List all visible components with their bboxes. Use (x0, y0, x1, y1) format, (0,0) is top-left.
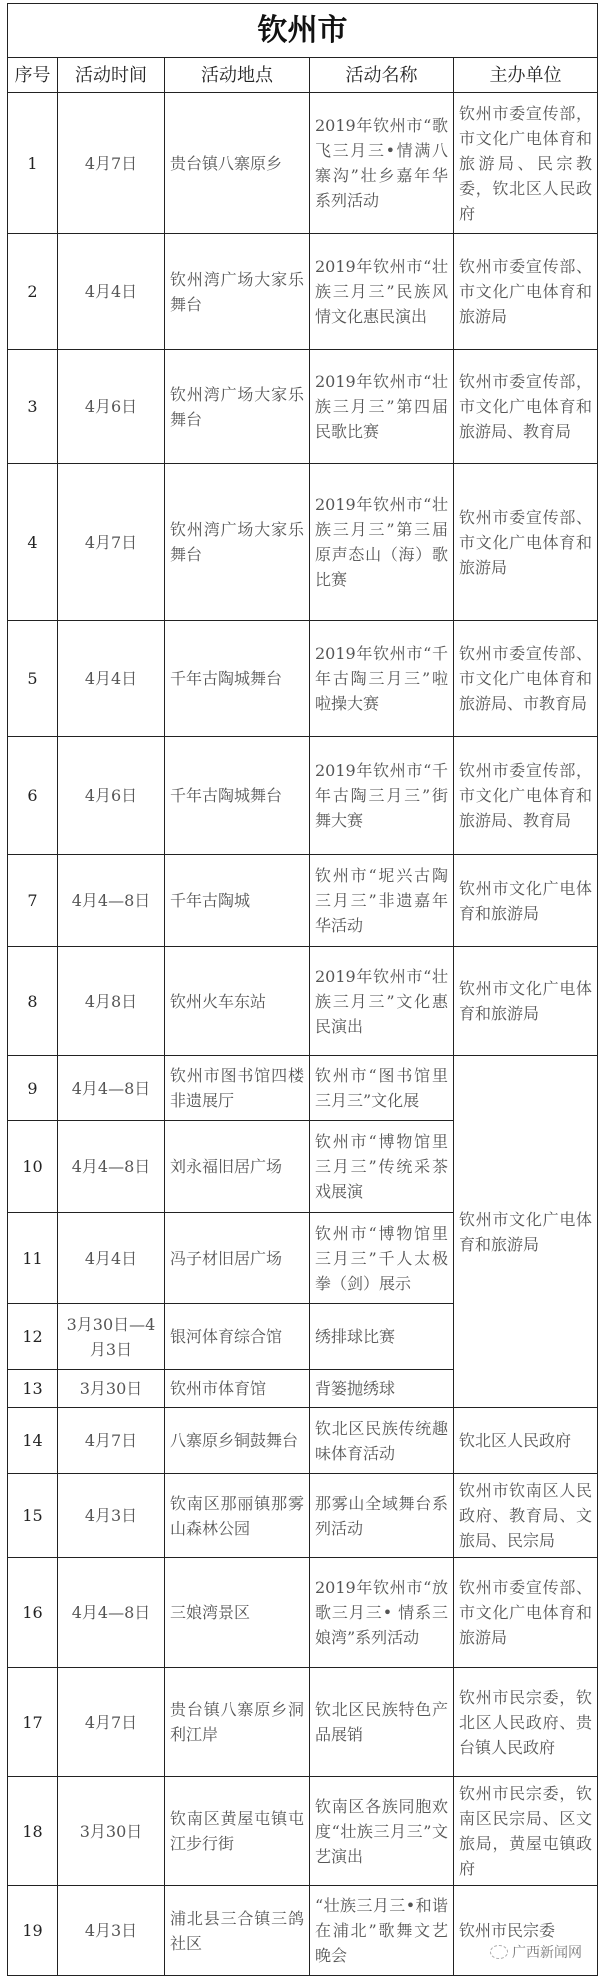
activity-date: 3月30日 (58, 1777, 165, 1886)
activity-place: 钦州湾广场大家乐舞台 (165, 464, 310, 621)
activity-date: 3月30日—4月3日 (58, 1304, 165, 1370)
row-number: 12 (8, 1304, 58, 1370)
activity-place: 八寨原乡铜鼓舞台 (165, 1408, 310, 1474)
table-row (8, 1408, 598, 1474)
organizer: 钦州市委宣传部、市文化广电体育和旅游局 (454, 464, 598, 621)
table-row (8, 350, 598, 464)
organizer: 钦州市钦南区人民政府、教育局、文旅局、民宗局 (454, 1474, 598, 1558)
organizer: 钦州市委宣传部、市文化广电体育和旅游局、市教育局 (454, 621, 598, 737)
activity-name: 钦州市“博物馆里三月三”传统采茶戏展演 (310, 1121, 454, 1213)
table-row (8, 1668, 598, 1777)
activity-name: 2019年钦州市“千年古陶三月三”啦啦操大赛 (310, 621, 454, 737)
organizer: 钦州市文化广电体育和旅游局 (454, 855, 598, 947)
activity-name: 2019年钦州市“壮族三月三”文化惠民演出 (310, 947, 454, 1056)
organizer: 钦州市民宗委 (454, 1886, 598, 1976)
row-number: 2 (8, 234, 58, 350)
row-number: 3 (8, 350, 58, 464)
row-number: 17 (8, 1668, 58, 1777)
table-row (8, 1474, 598, 1558)
activity-schedule-table (7, 3, 598, 1976)
organizer: 钦北区人民政府 (454, 1408, 598, 1474)
activity-date: 4月8日 (58, 947, 165, 1056)
row-number: 14 (8, 1408, 58, 1474)
table-row (8, 947, 598, 1056)
organizer: 钦州市委宣传部，市文化广电体育和旅游局、教育局 (454, 737, 598, 855)
table-row (8, 855, 598, 947)
row-number: 8 (8, 947, 58, 1056)
activity-place: 银河体育综合馆 (165, 1304, 310, 1370)
activity-date: 4月4日 (58, 234, 165, 350)
activity-place: 贵台镇八寨原乡洞利江岸 (165, 1668, 310, 1777)
row-number: 16 (8, 1558, 58, 1668)
activity-date: 4月4—8日 (58, 1121, 165, 1213)
activity-place: 钦州火车东站 (165, 947, 310, 1056)
activity-date: 4月7日 (58, 93, 165, 234)
watermark-text: 广西新闻网 (512, 1945, 582, 1961)
activity-name: 钦州市“博物馆里三月三”千人太极拳（剑）展示 (310, 1213, 454, 1304)
activity-date: 4月3日 (58, 1886, 165, 1976)
activity-date: 4月4日 (58, 621, 165, 737)
activity-date: 4月4日 (58, 1213, 165, 1304)
row-number: 11 (8, 1213, 58, 1304)
table-row (8, 1558, 598, 1668)
row-number: 13 (8, 1370, 58, 1408)
activity-place: 冯子材旧居广场 (165, 1213, 310, 1304)
table-title: 钦州市 (8, 4, 598, 58)
organizer: 钦州市民宗委，钦南区民宗局、区文旅局，黄屋屯镇政府 (454, 1777, 598, 1886)
activity-place: 千年古陶城舞台 (165, 737, 310, 855)
table-row (8, 1886, 598, 1976)
row-number: 7 (8, 855, 58, 947)
table-row (8, 621, 598, 737)
organizer: 钦州市委宣传部，市文化广电体育和旅游局、教育局 (454, 350, 598, 464)
header-number: 序号 (8, 58, 58, 93)
activity-place: 千年古陶城舞台 (165, 621, 310, 737)
table-row (8, 1056, 598, 1121)
header-activity-name: 活动名称 (310, 58, 454, 93)
table-row (8, 1777, 598, 1886)
activity-place: 千年古陶城 (165, 855, 310, 947)
activity-name: 2019年钦州市“壮族三月三”第四届民歌比赛 (310, 350, 454, 464)
activity-place: 钦南区那丽镇那雾山森林公园 (165, 1474, 310, 1558)
row-number: 1 (8, 93, 58, 234)
activity-name: 绣排球比赛 (310, 1304, 454, 1370)
header-date: 活动时间 (58, 58, 165, 93)
logo-icon (490, 1945, 508, 1959)
header-place: 活动地点 (165, 58, 310, 93)
activity-name: 背篓抛绣球 (310, 1370, 454, 1408)
activity-name: 那雾山全域舞台系列活动 (310, 1474, 454, 1558)
activity-name: 2019年钦州市“千年古陶三月三”街舞大赛 (310, 737, 454, 855)
activity-name: 钦北区民族特色产品展销 (310, 1668, 454, 1777)
activity-date: 4月7日 (58, 464, 165, 621)
activity-name: 钦州市“坭兴古陶三月三”非遗嘉年华活动 (310, 855, 454, 947)
activity-name: 钦北区民族传统趣味体育活动 (310, 1408, 454, 1474)
row-number: 10 (8, 1121, 58, 1213)
activity-name: “壮族三月三•和谐在浦北”歌舞文艺晚会 (310, 1886, 454, 1976)
watermark (490, 1942, 582, 1962)
row-number: 18 (8, 1777, 58, 1886)
organizer: 钦州市委宣传部，市文化广电体育和旅游局、民宗教委，钦北区人民政府 (454, 93, 598, 234)
activity-place: 三娘湾景区 (165, 1558, 310, 1668)
row-number: 19 (8, 1886, 58, 1976)
activity-date: 4月4—8日 (58, 855, 165, 947)
activity-date: 4月4—8日 (58, 1056, 165, 1121)
activity-date: 4月7日 (58, 1408, 165, 1474)
row-number: 6 (8, 737, 58, 855)
header-organizer: 主办单位 (454, 58, 598, 93)
activity-place: 钦南区黄屋屯镇屯江步行街 (165, 1777, 310, 1886)
activity-place: 钦州市图书馆四楼非遗展厅 (165, 1056, 310, 1121)
activity-name: 2019年钦州市“壮族三月三”民族风情文化惠民演出 (310, 234, 454, 350)
activity-name: 2019年钦州市“放歌三月三• 情系三娘湾”系列活动 (310, 1558, 454, 1668)
organizer: 钦州市委宣传部、市文化广电体育和旅游局 (454, 1558, 598, 1668)
row-number: 9 (8, 1056, 58, 1121)
activity-date: 4月3日 (58, 1474, 165, 1558)
activity-date: 3月30日 (58, 1370, 165, 1408)
row-number: 5 (8, 621, 58, 737)
table-row (8, 737, 598, 855)
table-row (8, 234, 598, 350)
activity-place: 钦州市体育馆 (165, 1370, 310, 1408)
row-number: 15 (8, 1474, 58, 1558)
organizer: 钦州市民宗委，钦北区人民政府、贵台镇人民政府 (454, 1668, 598, 1777)
activity-place: 贵台镇八寨原乡 (165, 93, 310, 234)
table-row (8, 93, 598, 234)
activity-place: 浦北县三合镇三鸽社区 (165, 1886, 310, 1976)
activity-date: 4月6日 (58, 737, 165, 855)
activity-date: 4月6日 (58, 350, 165, 464)
activity-name: 钦州市“图书馆里三月三”文化展 (310, 1056, 454, 1121)
activity-place: 刘永福旧居广场 (165, 1121, 310, 1213)
activity-name: 2019年钦州市“歌飞三月三•情满八寨沟”壮乡嘉年华系列活动 (310, 93, 454, 234)
organizer: 钦州市文化广电体育和旅游局 (454, 947, 598, 1056)
table-row (8, 464, 598, 621)
organizer: 钦州市文化广电体育和旅游局 (454, 1056, 598, 1408)
activity-name: 2019年钦州市“壮族三月三”第三届原声态山（海）歌比赛 (310, 464, 454, 621)
activity-place: 钦州湾广场大家乐舞台 (165, 234, 310, 350)
row-number: 4 (8, 464, 58, 621)
activity-date: 4月4—8日 (58, 1558, 165, 1668)
activity-name: 钦南区各族同胞欢度“壮族三月三”文艺演出 (310, 1777, 454, 1886)
organizer: 钦州市委宣传部、市文化广电体育和旅游局 (454, 234, 598, 350)
activity-place: 钦州湾广场大家乐舞台 (165, 350, 310, 464)
activity-date: 4月7日 (58, 1668, 165, 1777)
